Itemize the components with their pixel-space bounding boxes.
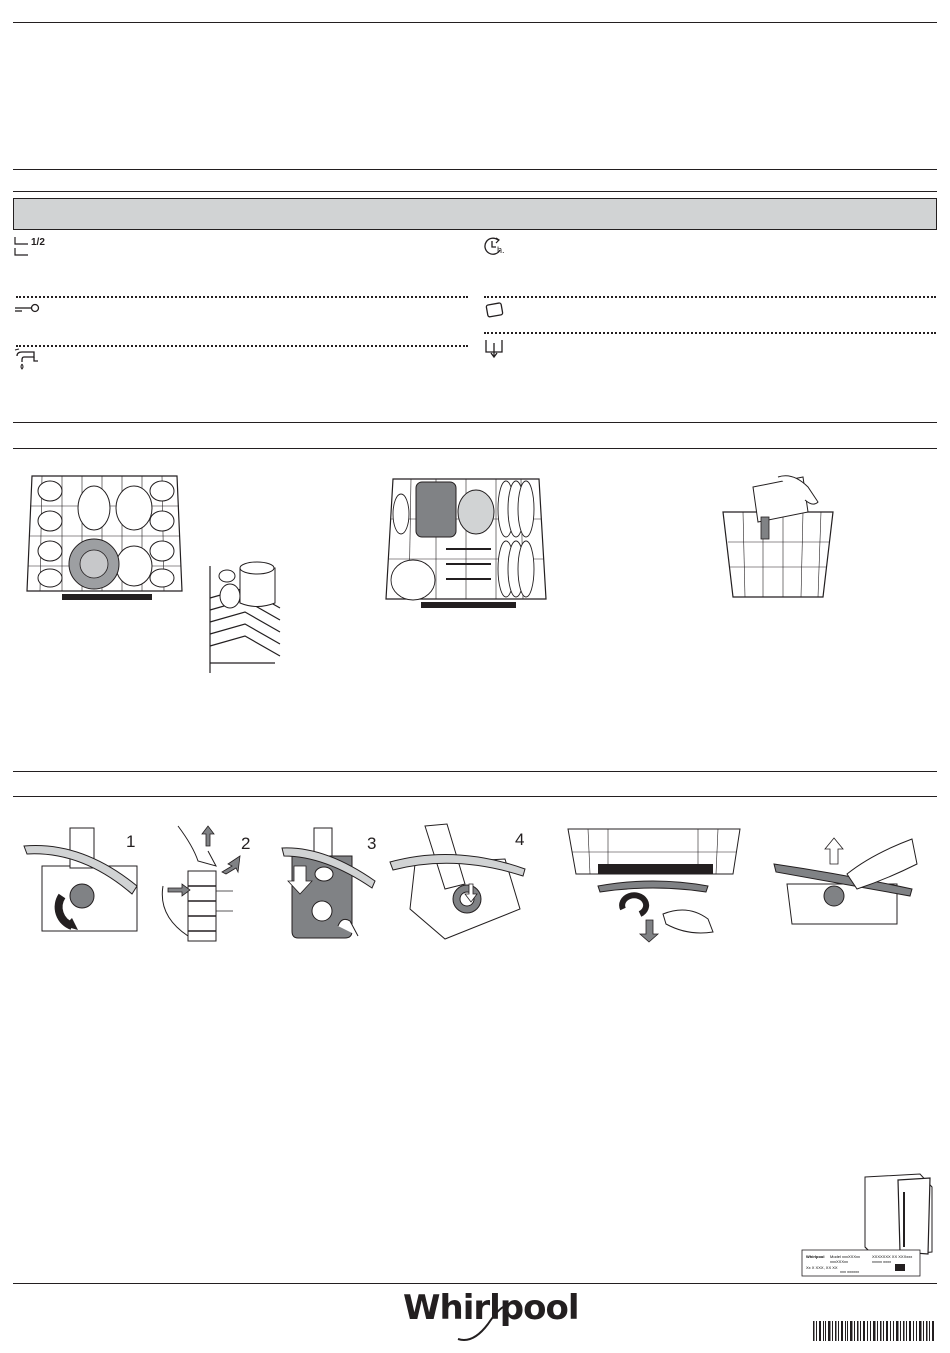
options-divider-left-2 [16,345,468,347]
delay-start-label: h. [497,245,505,255]
step-1-number: 1 [126,832,136,851]
step-4-number: 4 [515,830,525,849]
step-1-illustration [22,826,142,941]
upper-spray-arm-removal-illustration [772,834,917,934]
rating-plate-brand: Whirlpool [806,1254,825,1259]
footer-rule [13,1283,937,1284]
water-tap-icon [14,348,40,372]
step-4-illustration [385,824,530,944]
section-rule-5 [13,771,937,772]
brand-logo [403,1286,579,1342]
step-3-illustration [280,826,380,946]
key-icon [14,302,40,314]
half-load-icon [14,236,32,256]
upper-basket-illustration [381,474,551,624]
step-2-number: 2 [241,834,251,853]
rating-plate-service: xxxXXXxx [830,1259,849,1264]
top-rule [13,22,937,23]
options-header-band [13,198,937,230]
options-divider-right-2 [484,332,936,334]
brand-logo-text: Whirlpool [403,1288,579,1328]
cutlery-basket-illustration [713,472,843,607]
barcode [813,1321,935,1341]
lower-spray-arm-removal-illustration [568,824,743,944]
half-load-label: 1/2 [31,237,45,248]
rating-plate-model: Model xxxXXXxx [830,1254,861,1259]
options-divider-right-1 [484,296,936,298]
dishwasher-rating-plate-illustration [800,1172,938,1282]
rating-plate-line3: Xx X XXX, XX XX [806,1265,838,1270]
section-rule-3 [13,422,937,423]
section-rule-1 [13,169,937,170]
basket-rack-detail-illustration [205,548,290,678]
options-divider-left-1 [16,296,468,298]
step-3-number: 3 [367,834,377,853]
lower-basket-illustration [22,466,187,616]
rating-plate-line1: XXXXXXX XX XXXxxx [872,1254,913,1259]
section-rule-6 [13,796,937,797]
tablet-icon [484,302,506,320]
rating-plate-line4: xxx xxxxxx [840,1269,860,1274]
section-rule-4 [13,448,937,449]
section-rule-2 [13,191,937,192]
drain-icon [484,337,506,359]
rating-plate-line2: xxxxx xxxx [872,1259,892,1264]
logo-swoosh-icon [453,1304,513,1344]
